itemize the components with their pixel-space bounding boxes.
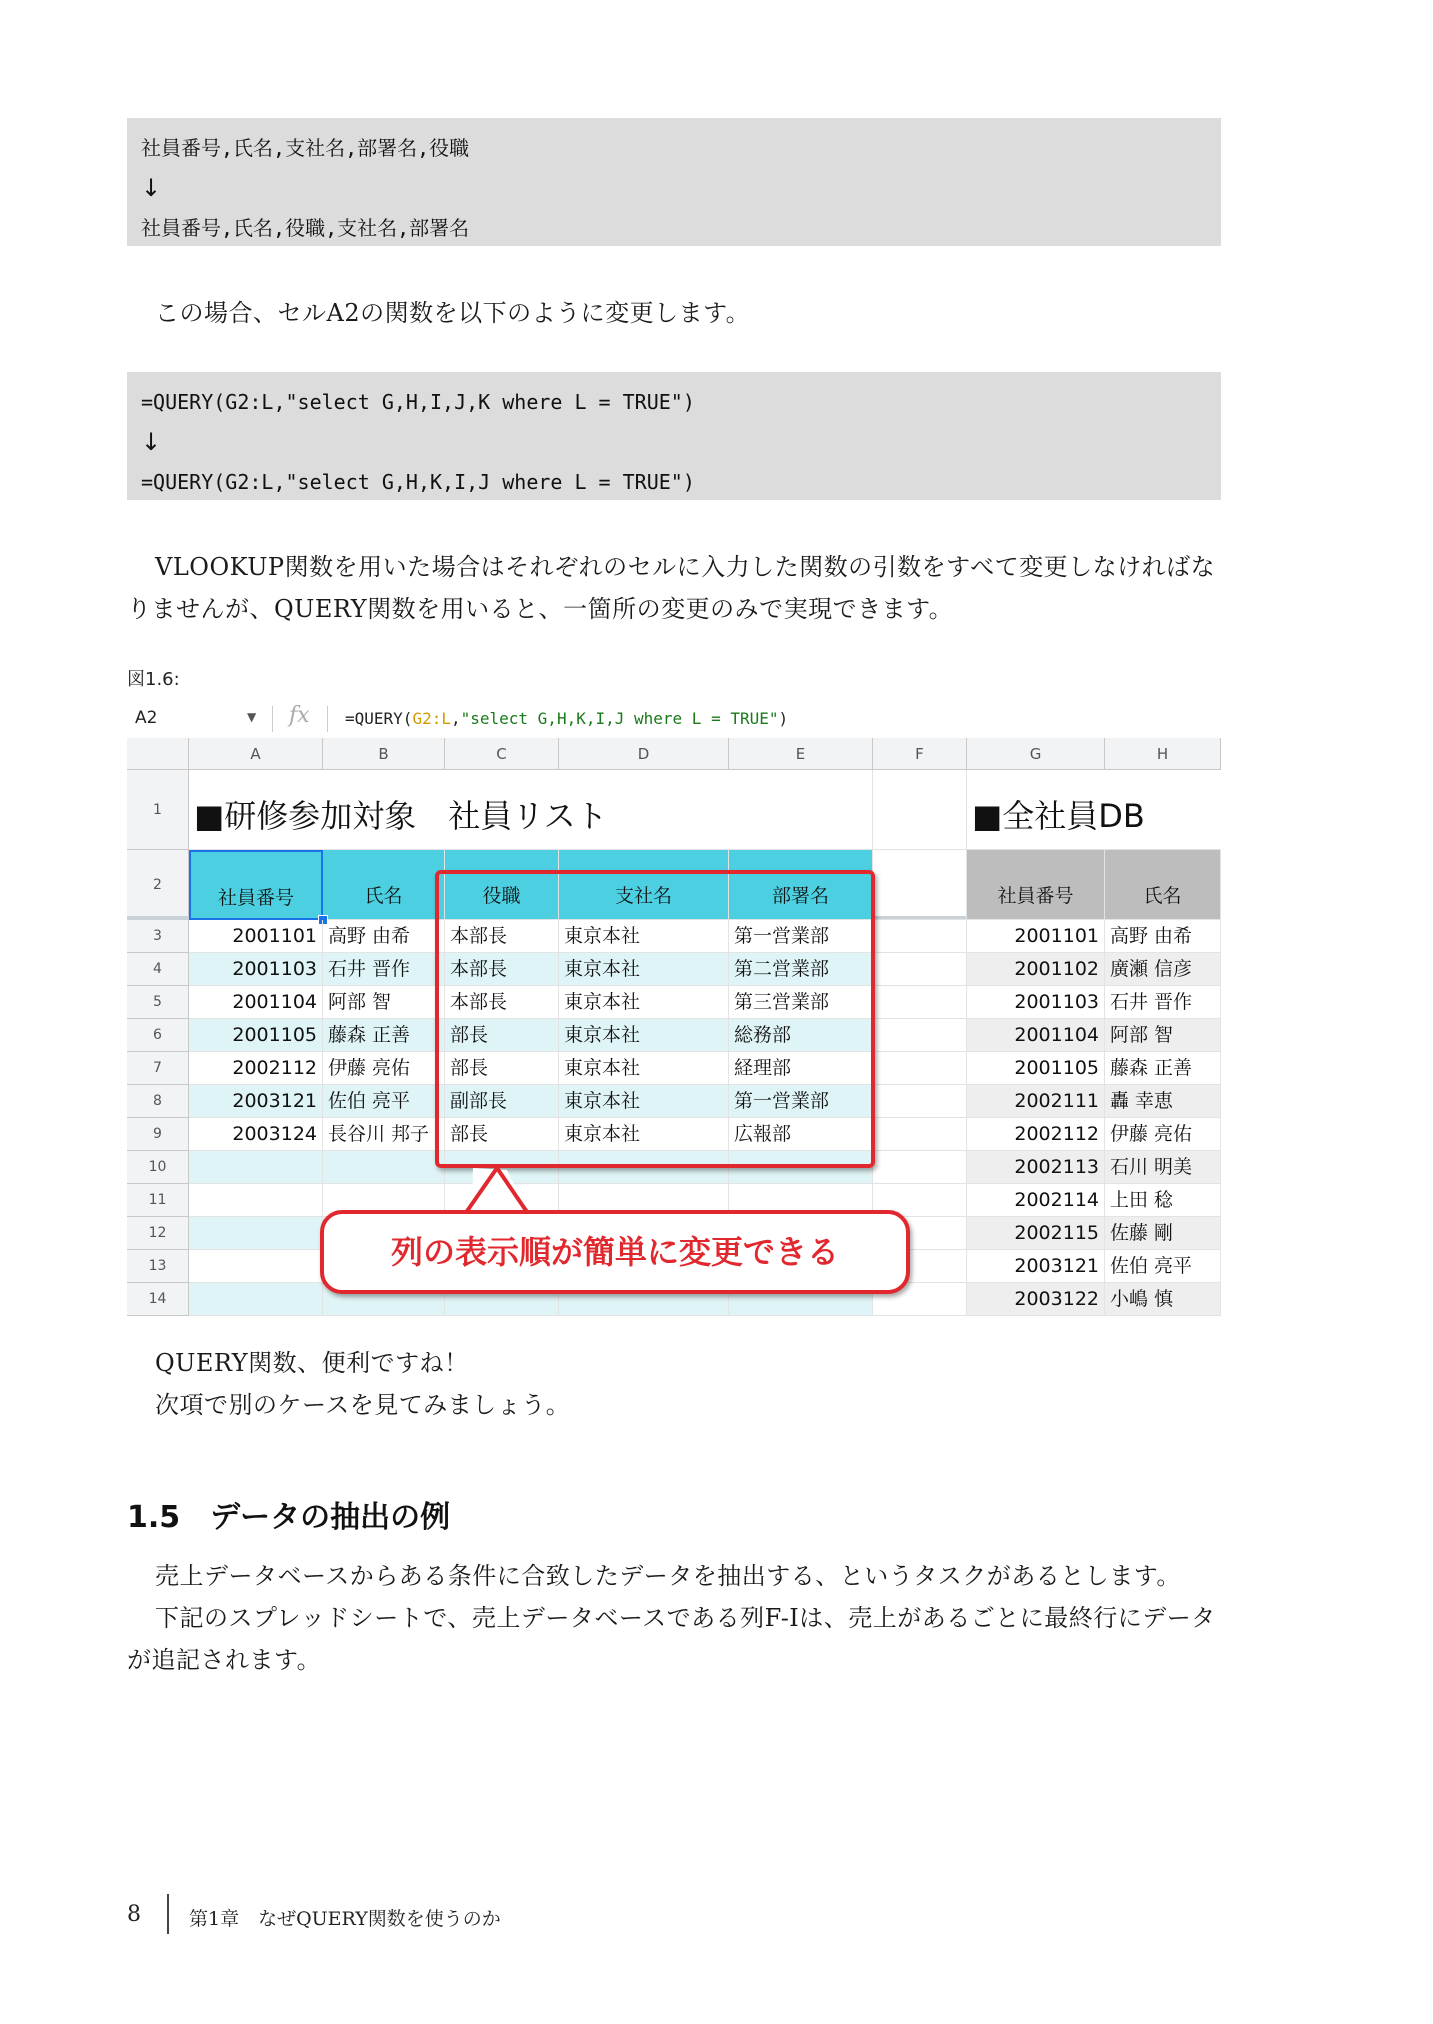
table-cell[interactable]: 東京本社 (559, 920, 729, 953)
spreadsheet-figure (127, 700, 1221, 1320)
row-header-2[interactable]: 2 (127, 850, 189, 920)
callout-label: 列の表示順が簡単に変更できる (320, 1210, 910, 1294)
table-cell[interactable]: 副部長 (445, 1085, 559, 1118)
down-arrow-icon: ↓ (141, 428, 162, 456)
table-cell[interactable]: 2003124 (189, 1118, 323, 1151)
code-line: 社員番号,氏名,支社名,部署名,役職 (141, 136, 470, 160)
table-cell[interactable]: 佐伯 亮平 (1105, 1250, 1221, 1283)
table-cell[interactable]: 2002115 (967, 1217, 1105, 1250)
table-cell[interactable]: 2002111 (967, 1085, 1105, 1118)
column-header-g[interactable]: G (967, 738, 1105, 770)
row-header-6[interactable]: 6 (127, 1019, 189, 1052)
row-header-14[interactable]: 14 (127, 1283, 189, 1316)
table-cell[interactable]: 廣瀬 信彦 (1105, 953, 1221, 986)
table-cell[interactable]: 東京本社 (559, 986, 729, 1019)
table-cell[interactable]: 伊藤 亮佑 (1105, 1118, 1221, 1151)
table-cell[interactable]: 上田 稔 (1105, 1184, 1221, 1217)
table-cell[interactable]: 東京本社 (559, 953, 729, 986)
table-cell[interactable]: 本部長 (445, 920, 559, 953)
code-line: 社員番号,氏名,役職,支社名,部署名 (141, 216, 470, 240)
row-header-10[interactable]: 10 (127, 1151, 189, 1184)
sheet-title-left: ■研修参加対象 社員リスト (189, 770, 729, 850)
table-cell[interactable]: 2001101 (967, 920, 1105, 953)
header-cell[interactable]: 部署名 (729, 850, 873, 920)
row-header-13[interactable]: 13 (127, 1250, 189, 1283)
table-cell[interactable]: 2003121 (189, 1085, 323, 1118)
header-cell[interactable]: 氏名 (323, 850, 445, 920)
row-header-7[interactable]: 7 (127, 1052, 189, 1085)
table-cell[interactable]: 総務部 (729, 1019, 873, 1052)
table-cell[interactable]: 2002112 (967, 1118, 1105, 1151)
table-cell[interactable]: 高野 由希 (1105, 920, 1221, 953)
table-cell[interactable]: 部長 (445, 1118, 559, 1151)
table-cell[interactable]: 2001101 (189, 920, 323, 953)
table-cell[interactable]: 2002114 (967, 1184, 1105, 1217)
table-cell[interactable]: 轟 幸恵 (1105, 1085, 1221, 1118)
sheet-title-right: ■全社員DB (967, 770, 1221, 850)
row-header-5[interactable]: 5 (127, 986, 189, 1019)
table-cell[interactable]: 広報部 (729, 1118, 873, 1151)
table-cell[interactable]: 阿部 智 (323, 986, 445, 1019)
name-box[interactable]: A2 (135, 708, 158, 728)
table-cell[interactable]: 2001105 (189, 1019, 323, 1052)
paragraph-extraction: 売上データベースからある条件に合致したデータを抽出する、というタスクがあるとします。 下記のスプレッドシートで、売上データベースである列F-Iは、売上があるごとに最終行にデータ が追記されます。 (127, 1562, 1216, 1674)
table-cell[interactable]: 東京本社 (559, 1085, 729, 1118)
formula-input[interactable]: =QUERY(G2:L,"select G,H,K,I,J where L = TRUE") (345, 709, 789, 728)
column-header-f[interactable]: F (873, 738, 967, 770)
table-cell[interactable]: 藤森 正善 (323, 1019, 445, 1052)
row-header-3[interactable]: 3 (127, 920, 189, 953)
table-cell[interactable]: 佐藤 剛 (1105, 1217, 1221, 1250)
row-header-12[interactable]: 12 (127, 1217, 189, 1250)
header-cell[interactable]: 社員番号 (189, 850, 323, 920)
section-heading: 1.5 データの抽出の例 (127, 1500, 451, 1535)
row-header-11[interactable]: 11 (127, 1184, 189, 1217)
table-cell[interactable]: 経理部 (729, 1052, 873, 1085)
table-cell[interactable]: 2003122 (967, 1283, 1105, 1316)
row-header-1[interactable]: 1 (127, 770, 189, 850)
column-header-a[interactable]: A (189, 738, 323, 770)
row-header-4[interactable]: 4 (127, 953, 189, 986)
table-cell[interactable]: 藤森 正善 (1105, 1052, 1221, 1085)
page-number: 8 (127, 1902, 141, 1927)
table-cell[interactable]: 第三営業部 (729, 986, 873, 1019)
row-header-9[interactable]: 9 (127, 1118, 189, 1151)
chevron-down-icon[interactable]: ▼ (247, 710, 257, 724)
column-header-d[interactable]: D (559, 738, 729, 770)
table-cell[interactable]: 2001104 (189, 986, 323, 1019)
fx-icon: fx (289, 703, 310, 728)
table-cell[interactable]: 2002113 (967, 1151, 1105, 1184)
table-cell[interactable]: 石川 明美 (1105, 1151, 1221, 1184)
table-cell[interactable]: 本部長 (445, 953, 559, 986)
table-cell[interactable]: 石井 晋作 (1105, 986, 1221, 1019)
down-arrow-icon: ↓ (141, 174, 162, 202)
table-cell[interactable]: 東京本社 (559, 1019, 729, 1052)
divider (167, 1894, 169, 1934)
table-cell[interactable]: 第一営業部 (729, 1085, 873, 1118)
column-header-h[interactable]: H (1105, 738, 1221, 770)
table-cell[interactable]: 佐伯 亮平 (323, 1085, 445, 1118)
paragraph-vlookup: VLOOKUP関数を用いた場合はそれぞれのセルに入力した関数の引数をすべて変更しなければな りませんが、QUERY関数を用いると、一箇所の変更のみで実現できます。 (127, 553, 1216, 623)
table-cell[interactable]: 東京本社 (559, 1052, 729, 1085)
code-line: =QUERY(G2:L,"select G,H,I,J,K where L = TRUE") (141, 390, 695, 414)
table-cell[interactable]: 2001102 (967, 953, 1105, 986)
table-cell[interactable]: 2001103 (967, 986, 1105, 1019)
table-cell[interactable]: 東京本社 (559, 1118, 729, 1151)
table-cell[interactable]: 2001103 (189, 953, 323, 986)
paragraph-intro: この場合、セルA2の関数を以下のように変更します。 (155, 299, 751, 327)
row-header-8[interactable]: 8 (127, 1085, 189, 1118)
table-cell[interactable]: 第一営業部 (729, 920, 873, 953)
column-header-b[interactable]: B (323, 738, 445, 770)
header-cell: 社員番号 (967, 850, 1105, 920)
code-block-formula (127, 372, 1221, 500)
figure-label: 図1.6: (127, 669, 180, 690)
code-line: =QUERY(G2:L,"select G,H,K,I,J where L = TRUE") (141, 470, 695, 494)
table-cell[interactable]: 部長 (445, 1019, 559, 1052)
paragraph-query-convenient: QUERY関数、便利ですね！ 次項で別のケースを見てみましょう。 (155, 1349, 571, 1419)
column-header-e[interactable]: E (729, 738, 873, 770)
header-cell[interactable]: 支社名 (559, 850, 729, 920)
table-cell[interactable]: 小嶋 慎 (1105, 1283, 1221, 1316)
column-header-c[interactable]: C (445, 738, 559, 770)
header-cell[interactable]: 役職 (445, 850, 559, 920)
table-cell[interactable]: 2002112 (189, 1052, 323, 1085)
code-block-columns (127, 118, 1221, 246)
table-cell[interactable]: 2001105 (967, 1052, 1105, 1085)
table-cell[interactable]: 本部長 (445, 986, 559, 1019)
table-cell[interactable]: 伊藤 亮佑 (323, 1052, 445, 1085)
chapter-title: 第1章 なぜQUERY関数を使うのか (189, 1908, 501, 1930)
table-cell[interactable]: 2003121 (967, 1250, 1105, 1283)
table-cell[interactable]: 阿部 智 (1105, 1019, 1221, 1052)
table-cell[interactable]: 第二営業部 (729, 953, 873, 986)
table-cell[interactable]: 石井 晋作 (323, 953, 445, 986)
table-cell[interactable]: 高野 由希 (323, 920, 445, 953)
header-cell: 氏名 (1105, 850, 1221, 920)
table-cell[interactable]: 長谷川 邦子 (323, 1118, 445, 1151)
table-cell[interactable]: 部長 (445, 1052, 559, 1085)
table-cell[interactable]: 2001104 (967, 1019, 1105, 1052)
